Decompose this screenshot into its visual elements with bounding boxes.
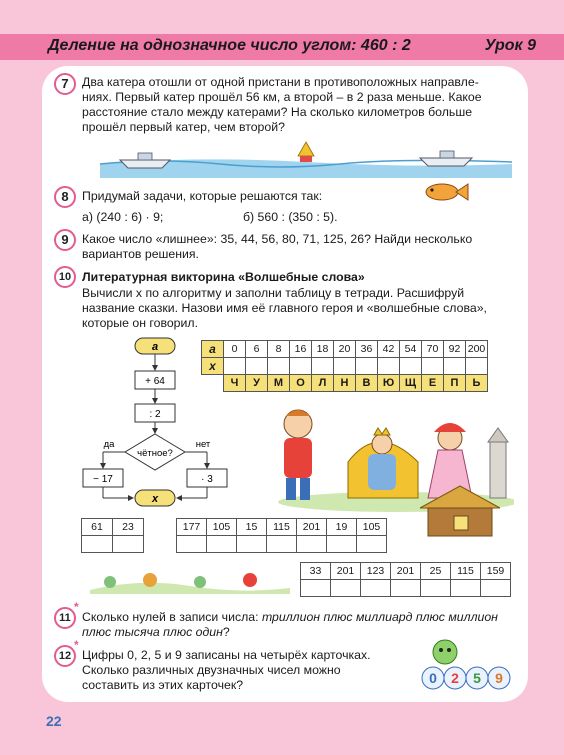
table-cell-empty (312, 358, 334, 375)
task-11-tail: ? (222, 625, 230, 639)
letter-cell: Е (422, 375, 444, 392)
table-cell: 61 (82, 519, 113, 536)
table-cell: 0 (224, 341, 246, 358)
table-cell-empty (331, 580, 361, 597)
letter-cell: Л (312, 375, 334, 392)
landscape-illustration (90, 568, 290, 594)
table-cell: 201 (391, 563, 421, 580)
table-cell-empty (207, 536, 237, 553)
table-cell: 159 (481, 563, 511, 580)
flowchart-condition-label: чётное? (137, 448, 173, 459)
table-cell-empty (297, 536, 327, 553)
table-row (301, 580, 511, 597)
table-cell: 200 (466, 341, 488, 358)
table-header-x: x (202, 358, 224, 375)
task-10-title: Литературная викторина «Волшебные слова» (82, 270, 365, 284)
table-cell-empty (290, 358, 312, 375)
difficulty-star-icon: * (74, 638, 79, 652)
table-cell-empty (421, 580, 451, 597)
code-table-2 (176, 518, 387, 553)
flowchart-end-label: x (151, 493, 159, 505)
table-cell: 18 (312, 341, 334, 358)
table-cell: 70 (422, 341, 444, 358)
code-table-3 (300, 562, 511, 597)
table-cell: 8 (268, 341, 290, 358)
table-cell-empty (444, 358, 466, 375)
table-cell-empty (246, 358, 268, 375)
table-cell: 33 (301, 563, 331, 580)
table-cell-empty (267, 536, 297, 553)
letter-cell: Ю (378, 375, 400, 392)
table-cell: 20 (334, 341, 356, 358)
letter-cell: У (246, 375, 268, 392)
task-10-line: которые он говорил. (82, 316, 198, 330)
difficulty-star-icon: * (74, 600, 79, 614)
header-bar (0, 34, 564, 60)
task-11-italic: триллион плюс миллиард плюс миллион (261, 610, 498, 624)
digit-card: 2 (451, 670, 459, 686)
table-cell-empty (378, 358, 400, 375)
table-cell: 115 (267, 519, 297, 536)
letter-cell: Ь (466, 375, 488, 392)
caterpillar-illustration (415, 638, 515, 694)
flowchart-no-label: нет (195, 439, 211, 450)
table-cell: 36 (356, 341, 378, 358)
task-12-line: Сколько различных двузначных чисел можно (82, 663, 341, 677)
table-row (177, 519, 387, 536)
table-cell-empty (224, 358, 246, 375)
table-row (202, 341, 488, 358)
cipher-table (201, 340, 488, 392)
task-7-line: Два катера отошли от одной пристани в противоположных направле- (82, 75, 479, 89)
table-row (177, 536, 387, 553)
table-cell-empty (357, 536, 387, 553)
task-7-line: ниях. Первый катер прошёл 56 км, а второй – в 2 раза меньше. Какое (82, 90, 482, 104)
flowchart-start-label: a (151, 341, 159, 353)
table-cell: 25 (421, 563, 451, 580)
table-cell: 201 (297, 519, 327, 536)
buoy-icon (298, 142, 314, 156)
task-7-text (82, 75, 522, 135)
table-cell-empty (82, 536, 113, 553)
task-number-11: 11 (54, 607, 76, 629)
task-8-text: Придумай задачи, которые решаются так: (82, 189, 323, 203)
table-cell: 15 (237, 519, 267, 536)
table-cell-blank (202, 375, 224, 392)
task-number-7: 7 (54, 73, 76, 95)
table-row (202, 358, 488, 375)
task-11-italic: плюс тысяча плюс один (82, 625, 223, 639)
boat-icon (420, 158, 472, 166)
task-7-line: расстояние стало между катерами? На сколько километров больше (82, 105, 473, 119)
letter-cell: В (356, 375, 378, 392)
task-10-line: название сказки. Назови имя её главного героя и «волшебные слова», (82, 301, 487, 315)
page-title: Деление на однозначное число углом: 460 : 2 (48, 37, 411, 54)
code-table-1 (81, 518, 144, 553)
table-cell: 177 (177, 519, 207, 536)
flowchart-step-subtract-label: − 17 (93, 474, 113, 485)
table-cell-empty (400, 358, 422, 375)
digit-card: 0 (429, 670, 437, 686)
boy-figure (284, 438, 312, 478)
task-12-text (82, 648, 412, 693)
letter-cell: П (444, 375, 466, 392)
task-8-expr-a: а) (240 : 6) · 9; (82, 210, 164, 224)
table-cell-empty (301, 580, 331, 597)
table-row (82, 519, 144, 536)
digit-card: 9 (495, 670, 503, 686)
table-row (301, 563, 511, 580)
table-row (82, 536, 144, 553)
flowchart-step-multiply-label: · 3 (201, 474, 213, 485)
hut-illustration (410, 480, 510, 538)
flowchart-yes-label: да (103, 439, 115, 450)
table-cell-empty (113, 536, 144, 553)
letter-cell: Ч (224, 375, 246, 392)
table-cell: 92 (444, 341, 466, 358)
task-11-text (82, 610, 522, 640)
table-cell: 115 (451, 563, 481, 580)
boat-icon (120, 160, 170, 168)
table-cell-empty (451, 580, 481, 597)
table-cell-empty (334, 358, 356, 375)
task-8-expr-b: б) 560 : (350 : 5). (243, 210, 338, 224)
digit-card: 5 (473, 670, 481, 686)
table-cell: 201 (331, 563, 361, 580)
table-cell: 105 (207, 519, 237, 536)
table-header-a: a (202, 341, 224, 358)
lesson-label: Урок 9 (484, 37, 536, 54)
table-cell-empty (422, 358, 444, 375)
table-cell-empty (361, 580, 391, 597)
table-cell-empty (481, 580, 511, 597)
letter-cell: О (290, 375, 312, 392)
crown-icon (374, 428, 390, 435)
table-cell: 23 (113, 519, 144, 536)
table-cell: 123 (361, 563, 391, 580)
table-cell: 54 (400, 341, 422, 358)
task-7-line: прошёл первый катер, чем второй? (82, 120, 285, 134)
table-cell-empty (356, 358, 378, 375)
task-9-line: вариантов решения. (82, 247, 199, 261)
letter-cell: Щ (400, 375, 422, 392)
task-number-10: 10 (54, 266, 76, 288)
table-cell-empty (327, 536, 357, 553)
table-cell-empty (466, 358, 488, 375)
flowchart-step-divide-label: : 2 (149, 409, 161, 420)
flowchart-step-add-label: + 64 (145, 376, 165, 387)
table-cell-empty (177, 536, 207, 553)
table-cell: 19 (327, 519, 357, 536)
boats-illustration (100, 134, 512, 178)
table-cell-empty (237, 536, 267, 553)
task-number-12: 12 (54, 645, 76, 667)
table-cell: 16 (290, 341, 312, 358)
table-cell: 6 (246, 341, 268, 358)
letter-cell: М (268, 375, 290, 392)
task-11-lead: Сколько нулей в записи числа: (82, 610, 262, 624)
table-row (202, 375, 488, 392)
task-10-line: Вычисли x по алгоритму и заполни таблицу в тетради. Расшифруй (82, 286, 465, 300)
table-cell: 105 (357, 519, 387, 536)
task-10-text (82, 286, 522, 331)
letter-cell: Н (334, 375, 356, 392)
page-number: 22 (46, 713, 62, 729)
task-9-text (82, 232, 522, 262)
table-cell-empty (391, 580, 421, 597)
task-12-line: составить из этих карточек? (82, 678, 244, 692)
task-number-9: 9 (54, 229, 76, 251)
task-9-line: Какое число «лишнее»: 35, 44, 56, 80, 71, 125, 26? Найди несколько (82, 232, 473, 246)
task-number-8: 8 (54, 186, 76, 208)
caterpillar-head-icon (433, 640, 457, 664)
table-cell: 42 (378, 341, 400, 358)
fish-icon (420, 180, 470, 204)
table-cell-empty (268, 358, 290, 375)
task-12-line: Цифры 0, 2, 5 и 9 записаны на четырёх карточках. (82, 648, 371, 662)
